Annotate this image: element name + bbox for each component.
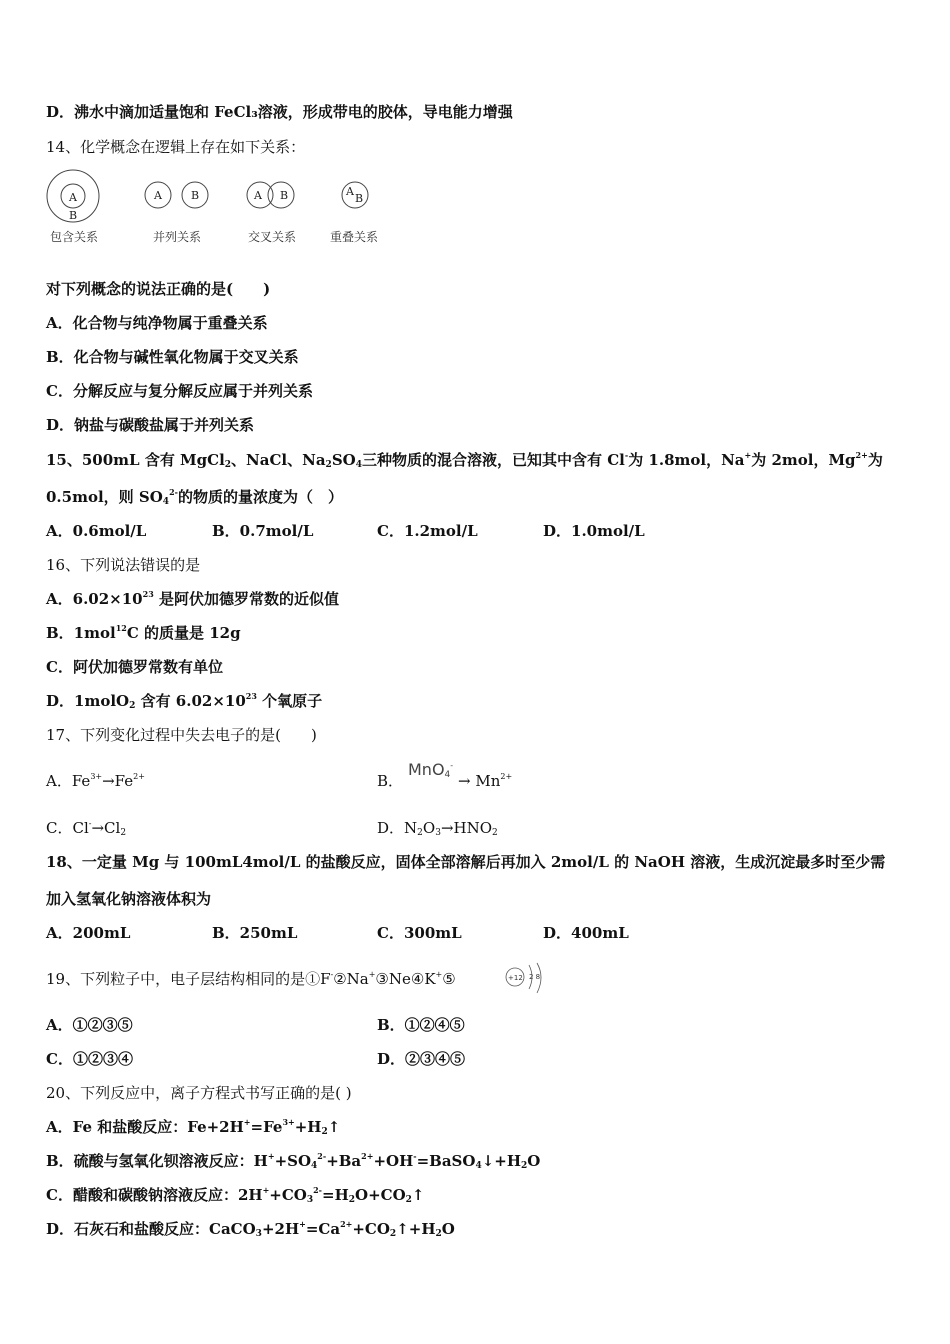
- label-parallel: 并列关系: [153, 230, 202, 244]
- q15-option-a: A．0.6mol/L: [46, 522, 147, 540]
- q14-option-c: C．分解反应与复分解反应属于并列关系: [46, 382, 313, 400]
- q14-option-a: A．化合物与纯净物属于重叠关系: [46, 314, 268, 332]
- q15-option-c: C．1.2mol/L: [377, 522, 478, 540]
- q17-option-a: A．$Fe^{3+}\to Fe^{2+}$: [46, 772, 145, 790]
- q18-option-d: D．400mL: [543, 924, 629, 942]
- q16-stem: 16、下列说法错误的是: [46, 556, 201, 574]
- parallel-letter-b: B: [191, 189, 200, 202]
- q20-stem: 20、下列反应中，离子方程式书写正确的是( ): [46, 1084, 352, 1102]
- containment-letter-a: A: [69, 191, 77, 204]
- label-overlap: 重叠关系: [330, 230, 379, 244]
- q19-option-b: B．①②④⑤: [377, 1016, 465, 1034]
- q20-option-a: A．Fe 和盐酸反应：$Fe+2H^+=Fe^{3+}+H_2↑$: [46, 1117, 341, 1137]
- q20-option-c: C．醋酸和碳酸钠溶液反应：$2H^++CO_3^{2-}=H_2O+CO_2↑$: [46, 1185, 425, 1205]
- label-intersect: 交叉关系: [248, 230, 297, 244]
- q17-option-d: D．$N_2O_3\to HNO_2$: [377, 819, 498, 838]
- q19-option-c: C．①②③④: [46, 1050, 133, 1068]
- q15-stem-line2: 0.5mol，则 $SO_4^{2-}$的物质的量浓度为（ ）: [46, 487, 343, 507]
- q14-option-d: D．钠盐与碳酸盐属于并列关系: [46, 416, 255, 434]
- parallel-letter-a: A: [154, 189, 162, 202]
- intersect-letter-a: A: [254, 189, 262, 202]
- mg-ion-structure-diagram: [505, 960, 549, 1000]
- q20-option-b: B．硫酸与氢氧化钡溶液反应：$H^++SO_4^{2-}+Ba^{2+}+OH^-=BaSO_4↓+H_2O$: [46, 1151, 541, 1171]
- overlap-letter-b: B: [355, 192, 364, 205]
- q15-option-b: B．0.7mol/L: [212, 522, 314, 540]
- q20-option-d: D．石灰石和盐酸反应：$CaCO_3+2H^+=Ca^{2+}+CO_2↑+H_2O$: [46, 1219, 455, 1239]
- concept-relation-diagram: [44, 166, 404, 252]
- q16-option-a: A．$6.02\times 10^{23}$ 是阿伏加德罗常数的近似值: [46, 589, 339, 608]
- intersect-letter-b: B: [280, 189, 289, 202]
- q19-option-d: D．②③④⑤: [377, 1050, 466, 1068]
- containment-letter-b: B: [69, 209, 78, 222]
- q16-option-d: D．1molO$_2$ 含有 $6.02\times 10^{23}$ 个氧原子: [46, 691, 323, 711]
- relation-circles: [44, 166, 404, 226]
- q17-option-b-product: → $Mn^{2+}$: [458, 772, 513, 790]
- q18-stem-line2: 加入氢氧化钠溶液体积为: [46, 890, 212, 908]
- q15-option-d: D．1.0mol/L: [543, 522, 645, 540]
- q17-stem: 17、下列变化过程中失去电子的是( ): [46, 726, 317, 744]
- q17-option-c: C．$Cl^-\to Cl_2$: [46, 819, 127, 838]
- q14-stem: 14、化学概念在逻辑上存在如下关系：: [46, 138, 306, 156]
- q18-option-c: C．300mL: [377, 924, 462, 942]
- shell-electrons: 2 8: [529, 973, 541, 981]
- q16-option-c: C．阿伏加德罗常数有单位: [46, 658, 223, 676]
- q18-stem-line1: 18、一定量 Mg 与 100mL4mol/L 的盐酸反应，固体全部溶解后再加入 2mol/L 的 NaOH 溶液，生成沉淀最多时至少需: [46, 853, 886, 871]
- q13-option-d: D．沸水中滴加适量饱和 FeCl₃溶液，形成带电的胶体，导电能力增强: [46, 103, 513, 121]
- q14-question: 对下列概念的说法正确的是( ): [46, 280, 271, 298]
- nucleus-charge: +12: [508, 974, 523, 982]
- q18-option-b: B．250mL: [212, 924, 298, 942]
- q15-stem-line1: 15、500mL 含有 MgCl$_2$、NaCl、$Na_2SO_4$三种物质的混合溶液，已知其中含有 Cl-为 1.8mol，Na+为 2mol，$Mg^{2+}$为: [46, 450, 883, 470]
- q18-option-a: A．200mL: [46, 924, 131, 942]
- label-containment: 包含关系: [50, 230, 99, 244]
- q14-option-b: B．化合物与碱性氧化物属于交叉关系: [46, 348, 299, 366]
- q19-option-a: A．①②③⑤: [46, 1016, 133, 1034]
- q19-stem: 19、下列粒子中，电子层结构相同的是①F-②Na+③Ne④K+⑤: [46, 970, 456, 988]
- permanganate-formula: MnO$_4$-: [408, 760, 454, 780]
- q17-option-b-label: B．: [377, 772, 404, 790]
- overlap-letter-a: A: [346, 185, 354, 198]
- q16-option-b: B．1mol$^{12}$C 的质量是 12g: [46, 623, 241, 642]
